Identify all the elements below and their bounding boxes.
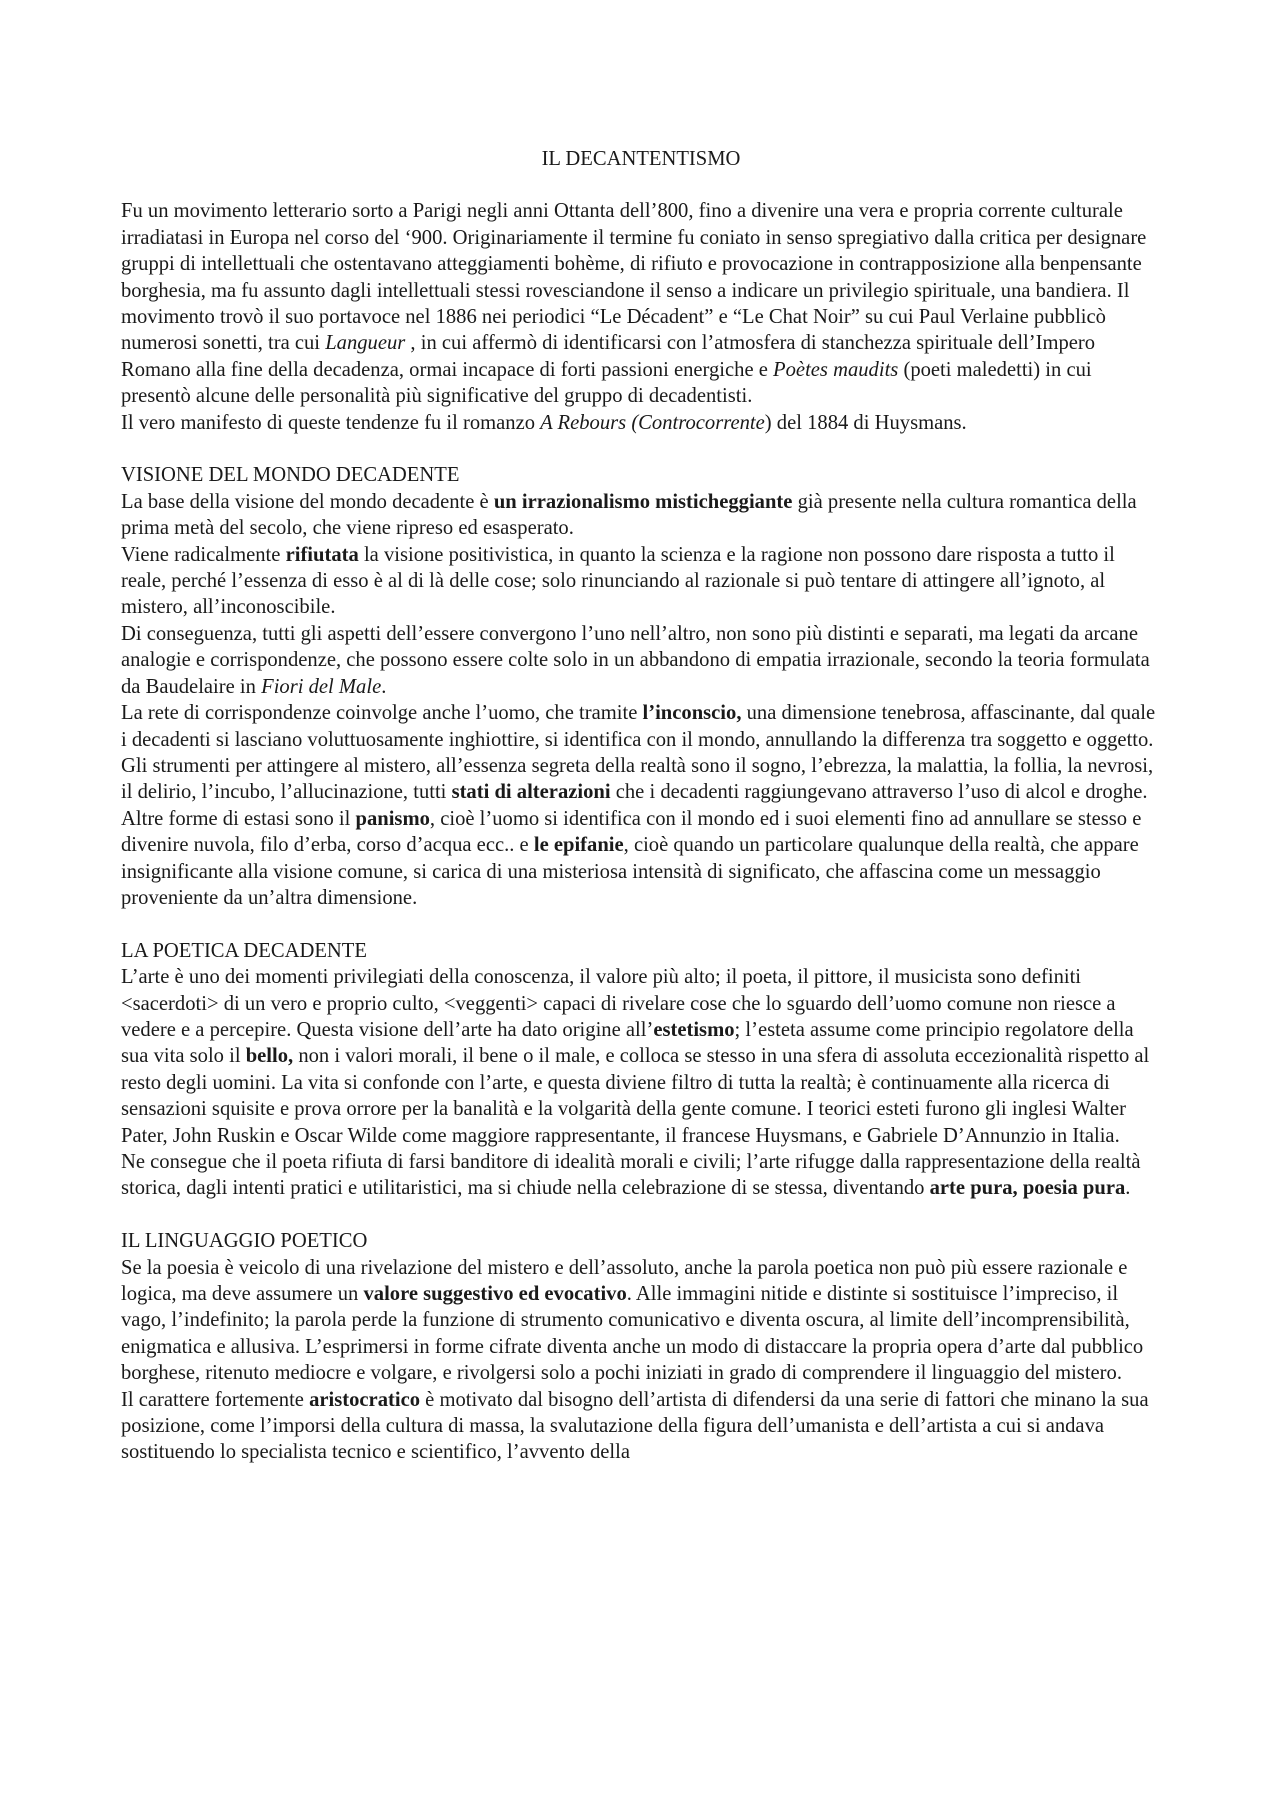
paragraph: [121, 489, 1161, 542]
paragraph: [121, 1387, 1161, 1466]
section: [121, 462, 1161, 911]
text-run: una dimensione tenebrosa, affascinante, dal quale i decadenti si lasciano voluttuosamente inghiottire, si identifica con il mondo, annullando la differenza tra soggetto e oggetto.: [121, 702, 1156, 751]
text-run: .: [1125, 1177, 1131, 1200]
text-run: , cioè quando un particolare qualunque della realtà, che appare insignificante alla visione comune, si carica di una misteriosa intensità di significato, che affascina come un messaggio proveniente da un’altra dimensione.: [121, 834, 1139, 909]
bold-text: valore suggestivo ed evocativo: [363, 1283, 627, 1306]
section: [121, 198, 1161, 436]
section-heading: IL LINGUAGGIO POETICO: [121, 1230, 368, 1253]
bold-text: un irrazionalismo misticheggiante: [493, 490, 793, 513]
text-run: non i valori morali, il bene o il male, e colloca se stesso in una sfera di assoluta eccezionalità rispetto al resto degli uomini. La vita si confonde con l’arte, e questa diviene filtro di tutta la realtà; è continuamente alla ricerca di sensazioni squisite e prova orrore per la banalità e la volgarità della gente comune. I teorici esteti furono gli inglesi Walter Pater, John Ruskin e Oscar Wilde come maggiore rappresentante, il francese Huysmans, e Gabriele D’Annunzio in Italia.: [121, 1045, 1150, 1147]
paragraph: [121, 700, 1161, 753]
document-body: [121, 198, 1161, 1465]
text-run: (poeti maledetti) in cui presentò alcune delle personalità più significative del gruppo di decadentisti.: [121, 358, 1092, 408]
document-title: IL DECANTENTISMO: [541, 148, 741, 170]
bold-text: estetismo: [653, 1018, 735, 1041]
bold-text: panismo: [355, 807, 430, 830]
bold-text: aristocratico: [309, 1388, 421, 1411]
text-run: La base della visione del mondo decadente è: [121, 490, 494, 513]
text-run: , in cui affermò di identificarsi con l’atmosfera di stanchezza spirituale dell’Impero Romano alla fine della decadenza, ormai incapace di forti passioni energiche e: [121, 332, 1096, 381]
italic-text: Fiori del Male: [261, 675, 382, 698]
bold-text: stati di alterazioni: [451, 781, 611, 804]
bold-text: rifiutata: [285, 543, 359, 566]
text-run: La rete di corrispondenze coinvolge anche l’uomo, che tramite: [121, 702, 643, 725]
text-run: .: [381, 675, 387, 698]
text-run: L’arte è uno dei momenti privilegiati della conoscenza, il valore più alto; il poeta, il pittore, il musicista sono definiti <sacerdoti> di un vero e proprio culto, <veggenti> capaci di rivelare cose che lo sguardo dell’uomo comune non riesce a vedere e a percepire. Questa visione dell’arte ha dato origine all’: [121, 966, 1116, 1041]
text-run: ) del 1884 di Huysmans.: [764, 411, 967, 434]
paragraph: [121, 1149, 1161, 1202]
text-run: Se la poesia è veicolo di una rivelazione del mistero e dell’assoluto, anche la parola poetica non può più essere razionale e logica, ma deve assumere un: [121, 1256, 1128, 1306]
bold-text: le epifanie: [533, 834, 624, 857]
text-run: ; l’esteta assume come principio regolatore della sua vita solo il: [121, 1018, 1134, 1068]
text-run: Ne consegue che il poeta rifiuta di farsi banditore di idealità morali e civili; l’arte rifugge dalla rappresentazione della realtà storica, dagli intenti pratici e utilitaristici, ma si chiude nella celebrazione di se stessa, diventando: [121, 1151, 1141, 1200]
bold-text: arte pura, poesia pura: [929, 1177, 1126, 1200]
text-run: Fu un movimento letterario sorto a Parigi negli anni Ottanta dell’800, fino a divenire una vera e propria corrente culturale irradiatasi in Europa nel corso del ‘900. Originariamente il termine fu coniato in senso spregiativo dalla critica per designare gruppi di intellettuali che ostentavano atteggiamenti bohème, di rifiuto e provocazione in contrapposizione alla benpensante borghesia, ma fu assunto dagli intellettuali stessi rovesciandone il senso a indicare un privilegio spirituale, una bandiera. Il movimento trovò il suo portavoce nel 1886 nei periodici “Le Décadent” e “Le Chat Noir” su cui Paul Verlaine pubblicò numerosi sonetti, tra cui: [121, 200, 1147, 355]
paragraph: [121, 198, 1161, 409]
text-run: la visione positivistica, in quanto la scienza e la ragione non possono dare risposta a tutto il reale, perché l’essenza di esso è al di là delle cose; solo rinunciando al razionale si può tentare di attingere all’ignoto, al mistero, all’inconoscibile.: [121, 543, 1115, 619]
paragraph: [121, 806, 1161, 912]
section-heading: LA POETICA DECADENTE: [121, 939, 367, 962]
text-run: già presente nella cultura romantica della prima metà del secolo, che viene ripreso ed esasperato.: [121, 490, 1137, 540]
italic-text: A Rebours (Controcorrente: [540, 411, 765, 434]
italic-text: Poètes maudits: [773, 358, 899, 381]
section: [121, 938, 1161, 1202]
paragraph: [121, 964, 1161, 1149]
text-run: Il carattere fortemente: [121, 1388, 310, 1411]
italic-text: Langueur: [325, 332, 406, 355]
bold-text: bello,: [245, 1045, 294, 1068]
text-run: è motivato dal bisogno dell’artista di difendersi da una serie di fattori che minano la sua posizione, come l’imporsi della cultura di massa, la svalutazione della figura dell’umanista e dell’artista a cui si andava sostituendo lo specialista tecnico e scientifico, l’avvento della: [121, 1388, 1149, 1464]
text-run: Viene radicalmente: [121, 543, 286, 566]
bold-text: l’inconscio,: [642, 702, 742, 725]
text-run: . Alle immagini nitide e distinte si sostituisce l’impreciso, il vago, l’indefinito; la parola perde la funzione di strumento comunicativo e diventa oscura, al limite dell’incomprensibilità, enigmatica e allusiva. L’esprimersi in forme cifrate diventa anche un modo di distaccare la propria opera d’arte dal pubblico borghese, ritenuto mediocre e volgare, e rivolgersi solo a pochi iniziati in grado di comprendere il linguaggio del mistero.: [121, 1283, 1144, 1385]
section: [121, 1228, 1161, 1466]
section-heading: VISIONE DEL MONDO DECADENTE: [121, 464, 460, 487]
text-run: Altre forme di estasi sono il: [121, 807, 356, 830]
text-run: , cioè l’uomo si identifica con il mondo ed i suoi elementi fino ad annullare se stesso e divenire nuvola, filo d’erba, corso d’acqua ecc.. e: [121, 807, 1142, 857]
text-run: Il vero manifesto di queste tendenze fu il romanzo: [121, 411, 541, 434]
paragraph: [121, 1255, 1161, 1387]
paragraph: [121, 753, 1161, 806]
paragraph: [121, 542, 1161, 621]
text-run: Gli strumenti per attingere al mistero, all’essenza segreta della realtà sono il sogno, l’ebrezza, la malattia, la follia, la nevrosi, il delirio, l’incubo, l’allucinazione, tutti: [121, 754, 1154, 804]
paragraph: [121, 621, 1161, 700]
text-run: che i decadenti raggiungevano attraverso l’uso di alcol e droghe.: [610, 781, 1148, 804]
text-run: Di conseguenza, tutti gli aspetti dell’essere convergono l’uno nell’altro, non sono più distinti e separati, ma legati da arcane analogie e corrispondenze, che possono essere colte solo in un abbandono di empatia irrazionale, secondo la teoria formulata da Baudelaire in: [121, 622, 1150, 698]
paragraph: [121, 410, 1161, 436]
document-page: [121, 146, 1161, 1492]
